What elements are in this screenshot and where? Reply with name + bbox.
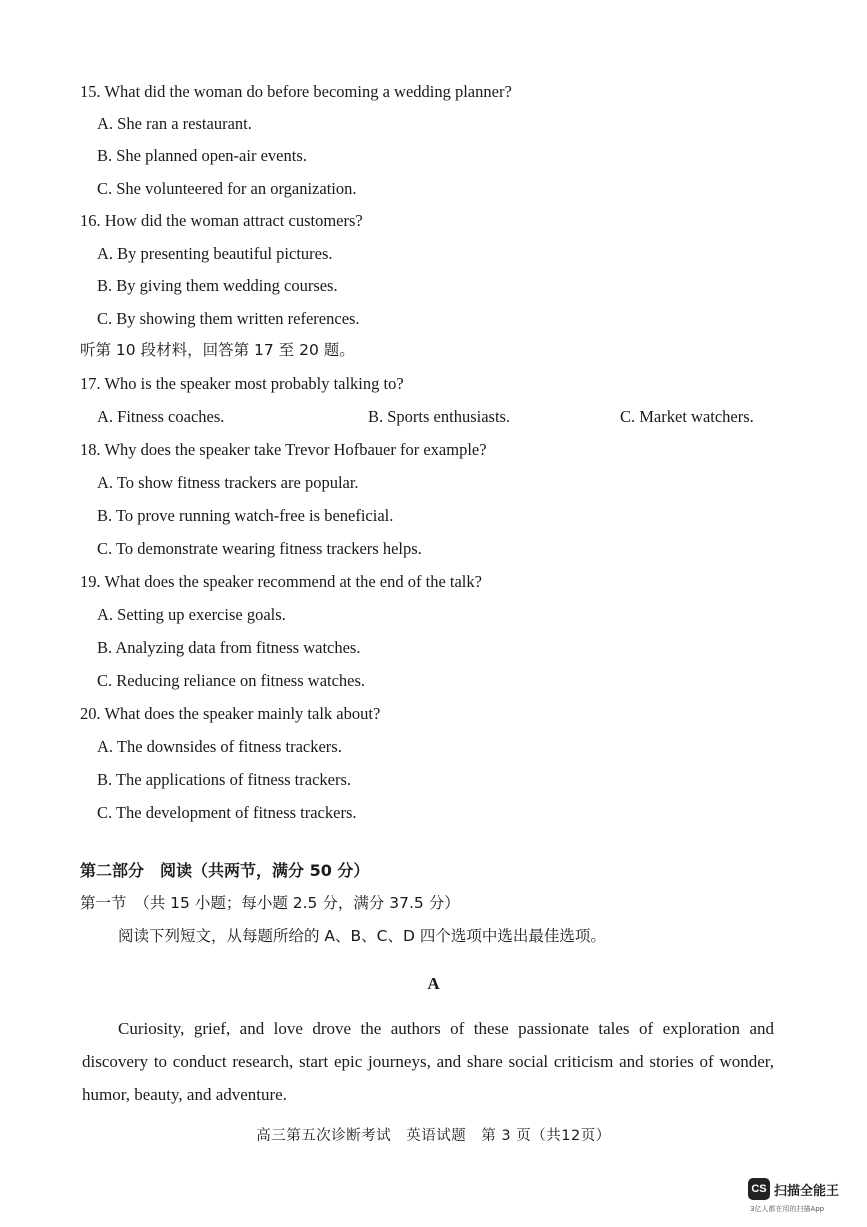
question-17: 17. Who is the speaker most probably talking to?	[80, 374, 404, 393]
q17-option-a: A. Fitness coaches.	[97, 407, 225, 426]
scanner-name: 扫描全能王	[774, 1183, 840, 1199]
q19-option-b: B. Analyzing data from fitness watches.	[97, 638, 361, 657]
q15-option-a: A. She ran a restaurant.	[97, 114, 252, 133]
question-18: 18. Why does the speaker take Trevor Hofbauer for example?	[80, 440, 487, 459]
q18-option-a: A. To show fitness trackers are popular.	[97, 473, 359, 492]
q18-option-c: C. To demonstrate wearing fitness trackers helps.	[97, 539, 422, 558]
q16-option-c: C. By showing them written references.	[97, 309, 360, 328]
reading-instruction: 阅读下列短文，从每题所给的 A、B、C、D 四个选项中选出最佳选项。	[118, 927, 606, 945]
q17-option-c: C. Market watchers.	[620, 407, 754, 426]
q16-option-a: A. By presenting beautiful pictures.	[97, 244, 333, 263]
q20-option-a: A. The downsides of fitness trackers.	[97, 737, 342, 756]
part-title: 第二部分 阅读（共两节，满分 50 分）	[80, 861, 370, 880]
q15-option-b: B. She planned open-air events.	[97, 146, 307, 165]
question-20: 20. What does the speaker mainly talk about?	[80, 704, 381, 723]
q20-option-c: C. The development of fitness trackers.	[97, 803, 357, 822]
listening-instruction: 听第 10 段材料，回答第 17 至 20 题。	[80, 341, 355, 359]
scanner-watermark	[748, 1178, 839, 1200]
question-15: 15. What did the woman do before becoming a wedding planner?	[80, 82, 512, 101]
q15-option-c: C. She volunteered for an organization.	[97, 179, 357, 198]
scanner-tagline: 3亿人都在用的扫描App	[750, 1205, 825, 1213]
q19-option-a: A. Setting up exercise goals.	[97, 605, 286, 624]
passage-paragraph: Curiosity, grief, and love drove the authors of these passionate tales of exploration and discovery to conduct research, start epic journeys, and share social criticism and stories of wonder, humor, beauty, and adventure.	[82, 1019, 774, 1104]
q19-option-c: C. Reducing reliance on fitness watches.	[97, 671, 366, 690]
question-19: 19. What does the speaker recommend at the end of the talk?	[80, 572, 482, 591]
camscanner-icon: CS	[748, 1178, 770, 1200]
q18-option-b: B. To prove running watch-free is beneficial.	[97, 506, 394, 525]
question-16: 16. How did the woman attract customers?	[80, 211, 363, 230]
q17-option-b: B. Sports enthusiasts.	[368, 407, 511, 426]
q16-option-b: B. By giving them wedding courses.	[97, 276, 338, 295]
section-title: 第一节 （共 15 小题；每小题 2.5 分，满分 37.5 分）	[80, 894, 460, 912]
passage-label: A	[427, 974, 440, 993]
q20-option-b: B. The applications of fitness trackers.	[97, 770, 352, 789]
page-footer: 高三第五次诊断考试 英语试题 第 3 页（共12页）	[256, 1128, 611, 1144]
